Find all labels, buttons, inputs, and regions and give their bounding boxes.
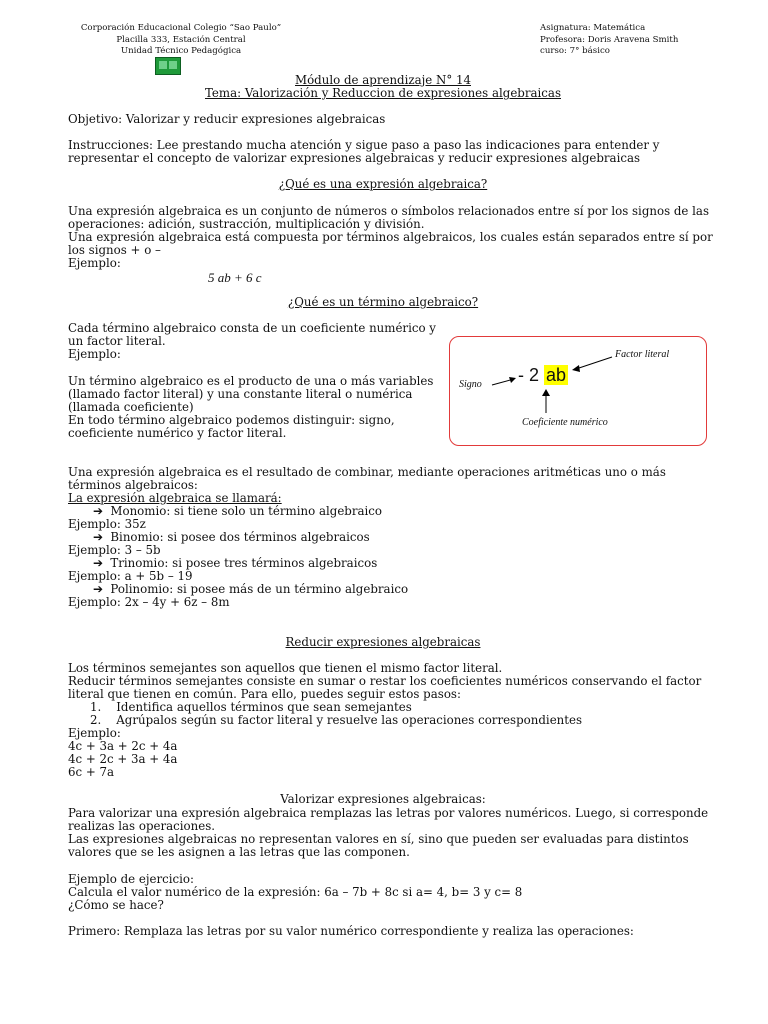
term-diagram — [449, 336, 707, 446]
valorizar-line-4: valores que se les asignen a las letras que las componen. — [68, 845, 410, 859]
expresion-line-3: Una expresión algebraica está compuesta por términos algebraicos, los cuales están separados entre sí por — [68, 230, 713, 244]
heading-valorizar: Valorizar expresiones algebraicas: — [280, 792, 486, 806]
valorizar-line-3: Las expresiones algebraicas no representan valores en sí, sino que pueden ser evaluadas para distintos — [68, 832, 689, 846]
expresion-line-1: Una expresión algebraica es un conjunto de números o símbolos relacionados entre sí por los signos de las — [68, 204, 710, 218]
objective: Objetivo: Valorizar y reducir expresiones algebraicas — [68, 112, 386, 126]
ejercicio-como: ¿Cómo se hace? — [68, 898, 164, 912]
tipo-label: Binomio: si posee dos términos algebraicos — [110, 530, 370, 544]
module-topic: Tema: Valorización y Reduccion de expresiones algebraicas — [204, 86, 561, 100]
termino-line-9: coeficiente numérico y factor literal. — [68, 426, 287, 440]
tipo-label: Monomio: si tiene solo un término algebraico — [110, 504, 383, 518]
school-name: Corporación Educacional Colegio “Sao Paulo” — [80, 23, 282, 33]
se-llamara: La expresión algebraica se llamará: — [68, 491, 282, 505]
expresion-line-5: Ejemplo: — [68, 256, 121, 270]
combinar-line-2: términos algebraicos: — [68, 478, 198, 492]
heading-expresion: ¿Qué es una expresión algebraica? — [278, 177, 488, 191]
course: curso: 7° básico — [540, 46, 610, 56]
termino-line-5: Un término algebraico es el producto de una o más variables — [68, 374, 434, 388]
school-unit: Unidad Técnico Pedagógica — [120, 46, 242, 56]
tipo-label: Polinomio: si posee más de un término algebraico — [110, 582, 409, 596]
reducir-ejemplo-label: Ejemplo: — [68, 726, 121, 740]
teacher: Profesora: Doris Aravena Smith — [540, 34, 679, 45]
termino-line-1: Cada término algebraico consta de un coeficiente numérico y — [68, 321, 436, 335]
reducir-line-1: Los términos semejantes son aquellos que tienen el mismo factor literal. — [68, 661, 503, 675]
reducir-ejemplo-3: 6c + 7a — [68, 765, 115, 779]
termino-line-8: En todo término algebraico podemos distinguir: signo, — [68, 413, 395, 427]
expresion-line-2: operaciones: adición, sustracción, multiplicación y división. — [68, 217, 425, 231]
termino-line-6: (llamado factor literal) y una constante literal o numérica — [68, 387, 413, 401]
arrow-right-icon: ➔ — [93, 582, 111, 596]
heading-reducir: Reducir expresiones algebraicas — [285, 635, 481, 649]
tipo-trinomio-ejemplo: Ejemplo: a + 5b – 19 — [68, 569, 193, 583]
termino-line-7: (llamada coeficiente) — [68, 400, 194, 414]
literal-arrow — [576, 357, 612, 369]
paso-2 — [90, 714, 582, 727]
paso-text: Identifica aquellos términos que sean semejantes — [116, 700, 412, 714]
coef-arrowhead — [542, 389, 550, 396]
tipo-polinomio-ejemplo: Ejemplo: 2x – 4y + 6z – 8m — [68, 595, 230, 609]
course-header — [540, 23, 720, 58]
example-formula: 5 ab + 6 c — [208, 270, 262, 285]
module-title: Módulo de aprendizaje N° 14 — [295, 73, 471, 87]
tipo-monomio-ejemplo: Ejemplo: 35z — [68, 517, 146, 531]
arrow-right-icon: ➔ — [93, 504, 111, 518]
termino-line-2: un factor literal. — [68, 334, 166, 348]
reducir-line-2: Reducir términos semejantes consiste en sumar o restar los coeficientes numéricos conservando el factor — [68, 674, 702, 688]
combinar-line-1: Una expresión algebraica es el resultado de combinar, mediante operaciones aritméticas uno o más — [68, 465, 666, 479]
signo-arrowhead — [509, 377, 516, 383]
paso-number: 1. — [90, 700, 102, 714]
school-header — [76, 23, 286, 58]
literal-arrowhead — [572, 365, 580, 372]
subject: Asignatura: Matemática — [540, 23, 646, 33]
tipo-binomio-ejemplo: Ejemplo: 3 – 5b — [68, 543, 161, 557]
primero-instruccion: Primero: Remplaza las letras por su valor numérico correspondiente y realiza las operaciones: — [68, 924, 634, 938]
arrow-right-icon: ➔ — [93, 530, 111, 544]
expresion-line-4: los signos + o – — [68, 243, 161, 257]
instructions-line-1: Instrucciones: Lee prestando mucha atención y sigue paso a paso las indicaciones para entender y — [68, 138, 660, 152]
factor-literal-label: Factor literal — [615, 349, 670, 360]
paso-text: Agrúpalos según su factor literal y resuelve las operaciones correspondientes — [116, 713, 583, 727]
ejercicio-enunciado: Calcula el valor numérico de la expresión: 6a – 7b + 8c si a= 4, b= 3 y c= 8 — [68, 885, 523, 899]
reducir-ejemplo-2: 4c + 2c + 3a + 4a — [68, 752, 178, 766]
ejercicio-title: Ejemplo de ejercicio: — [68, 872, 194, 886]
signo-label: Signo — [459, 379, 482, 390]
reducir-line-3: literal que tienen en común. Para ello, puedes seguir estos pasos: — [68, 687, 461, 701]
arrow-right-icon: ➔ — [93, 556, 111, 570]
term-coefficient: - 2 — [518, 365, 540, 385]
termino-line-3: Ejemplo: — [68, 347, 121, 361]
reducir-ejemplo-1: 4c + 3a + 2c + 4a — [68, 739, 178, 753]
term-literal: ab — [546, 365, 567, 385]
coeficiente-label: Coeficiente numérico — [522, 417, 608, 428]
school-logo-icon — [155, 57, 181, 75]
valorizar-line-2: realizas las operaciones. — [68, 819, 216, 833]
paso-number: 2. — [90, 713, 102, 727]
instructions-line-2: representar el concepto de valorizar expresiones algebraicas y reducir expresiones algebraicas — [68, 151, 641, 165]
valorizar-line-1: Para valorizar una expresión algebraica remplazas las letras por valores numéricos. Luego, si corresponde — [68, 806, 709, 820]
tipo-label: Trinomio: si posee tres términos algebraicos — [110, 556, 378, 570]
heading-termino: ¿Qué es un término algebraico? — [287, 295, 479, 309]
school-address: Placilla 333, Estación Central — [116, 34, 246, 45]
example-term — [518, 365, 568, 386]
